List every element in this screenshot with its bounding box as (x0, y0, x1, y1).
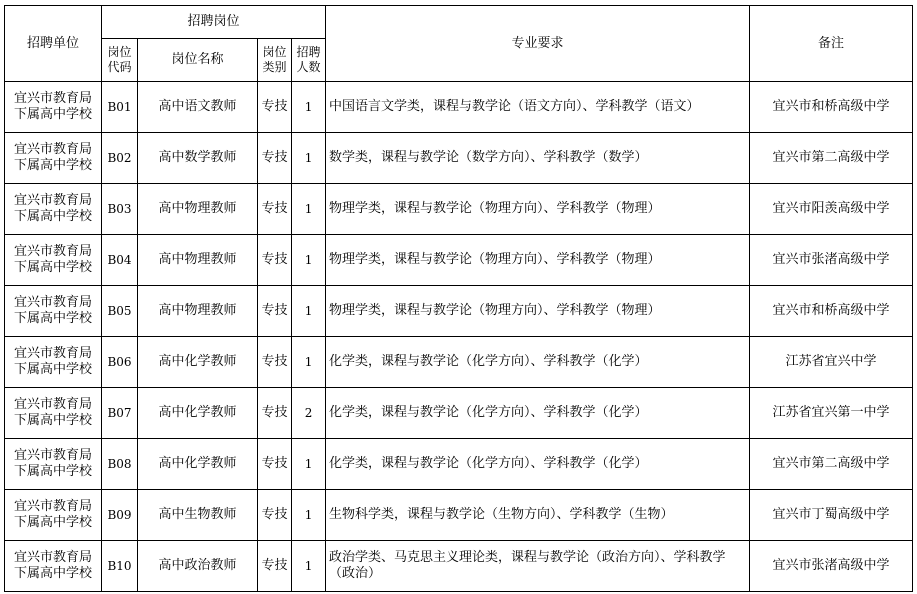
cell-code: B01 (102, 82, 138, 133)
cell-code: B07 (102, 388, 138, 439)
cell-name: 高中物理教师 (138, 286, 258, 337)
unit-line1: 宜兴市教育局 (13, 550, 92, 565)
header-position-group: 招聘岗位 (102, 6, 326, 39)
unit-line2: 下属高中学校 (13, 311, 92, 326)
cell-requirement: 政治学类、马克思主义理论类，课程与教学论（政治方向）、学科教学（政治） (326, 541, 750, 592)
table-row (5, 286, 913, 337)
cell-remark: 宜兴市张渚高级中学 (750, 541, 913, 592)
cell-type: 专技 (258, 388, 292, 439)
header-count (292, 39, 326, 82)
unit-line2: 下属高中学校 (13, 260, 92, 275)
cell-unit (5, 286, 102, 337)
cell-type: 专技 (258, 541, 292, 592)
header-requirement: 专业要求 (326, 6, 750, 82)
cell-name: 高中物理教师 (138, 235, 258, 286)
cell-remark: 宜兴市第二高级中学 (750, 439, 913, 490)
cell-name: 高中化学教师 (138, 388, 258, 439)
cell-name: 高中语文教师 (138, 82, 258, 133)
header-type-line2: 类别 (262, 60, 287, 74)
cell-remark: 宜兴市阳羡高级中学 (750, 184, 913, 235)
header-code-line2: 代码 (107, 60, 132, 74)
unit-line1: 宜兴市教育局 (13, 499, 92, 514)
cell-name: 高中政治教师 (138, 541, 258, 592)
cell-unit (5, 439, 102, 490)
cell-code: B09 (102, 490, 138, 541)
cell-name: 高中物理教师 (138, 184, 258, 235)
cell-unit (5, 133, 102, 184)
unit-line2: 下属高中学校 (13, 107, 92, 122)
unit-line2: 下属高中学校 (13, 362, 92, 377)
cell-code: B06 (102, 337, 138, 388)
cell-name: 高中生物教师 (138, 490, 258, 541)
cell-unit (5, 541, 102, 592)
header-type-line1: 岗位 (262, 45, 287, 59)
cell-remark: 江苏省宜兴中学 (750, 337, 913, 388)
table-body (5, 82, 913, 592)
cell-name: 高中化学教师 (138, 337, 258, 388)
cell-count: 1 (292, 490, 326, 541)
cell-type: 专技 (258, 439, 292, 490)
cell-requirement: 中国语言文学类，课程与教学论（语文方向）、学科教学（语文） (326, 82, 750, 133)
unit-line1: 宜兴市教育局 (13, 346, 92, 361)
cell-unit (5, 388, 102, 439)
cell-unit (5, 337, 102, 388)
cell-type: 专技 (258, 337, 292, 388)
table-row (5, 388, 913, 439)
table-row (5, 439, 913, 490)
unit-line1: 宜兴市教育局 (13, 295, 92, 310)
cell-type: 专技 (258, 235, 292, 286)
table-row (5, 541, 913, 592)
table-row (5, 133, 913, 184)
unit-line2: 下属高中学校 (13, 158, 92, 173)
cell-requirement: 化学类，课程与教学论（化学方向）、学科教学（化学） (326, 439, 750, 490)
cell-count: 1 (292, 439, 326, 490)
cell-unit (5, 235, 102, 286)
cell-remark: 宜兴市和桥高级中学 (750, 82, 913, 133)
cell-type: 专技 (258, 184, 292, 235)
cell-requirement: 物理学类，课程与教学论（物理方向）、学科教学（物理） (326, 286, 750, 337)
cell-count: 1 (292, 82, 326, 133)
table-row (5, 490, 913, 541)
table-row (5, 82, 913, 133)
cell-requirement: 化学类，课程与教学论（化学方向）、学科教学（化学） (326, 337, 750, 388)
cell-count: 1 (292, 337, 326, 388)
cell-requirement: 物理学类，课程与教学论（物理方向）、学科教学（物理） (326, 235, 750, 286)
cell-code: B03 (102, 184, 138, 235)
header-unit: 招聘单位 (5, 6, 102, 82)
unit-line1: 宜兴市教育局 (13, 397, 92, 412)
table-row (5, 337, 913, 388)
cell-remark: 宜兴市和桥高级中学 (750, 286, 913, 337)
unit-line2: 下属高中学校 (13, 413, 92, 428)
cell-requirement: 物理学类，课程与教学论（物理方向）、学科教学（物理） (326, 184, 750, 235)
cell-requirement: 生物科学类，课程与教学论（生物方向）、学科教学（生物） (326, 490, 750, 541)
cell-count: 1 (292, 133, 326, 184)
header-count-line2: 人数 (296, 60, 321, 74)
cell-code: B10 (102, 541, 138, 592)
cell-requirement: 数学类，课程与教学论（数学方向）、学科教学（数学） (326, 133, 750, 184)
cell-requirement: 化学类，课程与教学论（化学方向）、学科教学（化学） (326, 388, 750, 439)
cell-count: 1 (292, 184, 326, 235)
cell-unit (5, 184, 102, 235)
unit-line2: 下属高中学校 (13, 566, 92, 581)
unit-line1: 宜兴市教育局 (13, 193, 92, 208)
unit-line2: 下属高中学校 (13, 515, 92, 530)
unit-line1: 宜兴市教育局 (13, 91, 92, 106)
unit-line2: 下属高中学校 (13, 464, 92, 479)
header-name: 岗位名称 (138, 39, 258, 82)
cell-unit (5, 82, 102, 133)
unit-line2: 下属高中学校 (13, 209, 92, 224)
cell-remark: 宜兴市第二高级中学 (750, 133, 913, 184)
table-row (5, 235, 913, 286)
header-remark: 备注 (750, 6, 913, 82)
cell-remark: 江苏省宜兴第一中学 (750, 388, 913, 439)
cell-type: 专技 (258, 286, 292, 337)
cell-type: 专技 (258, 133, 292, 184)
header-count-line1: 招聘 (296, 45, 321, 59)
cell-name: 高中数学教师 (138, 133, 258, 184)
cell-name: 高中化学教师 (138, 439, 258, 490)
header-code (102, 39, 138, 82)
cell-count: 1 (292, 541, 326, 592)
header-code-line1: 岗位 (107, 45, 132, 59)
cell-count: 1 (292, 235, 326, 286)
table-row (5, 184, 913, 235)
header-type (258, 39, 292, 82)
cell-code: B05 (102, 286, 138, 337)
header-row-1 (5, 6, 913, 39)
cell-code: B08 (102, 439, 138, 490)
cell-type: 专技 (258, 490, 292, 541)
cell-type: 专技 (258, 82, 292, 133)
unit-line1: 宜兴市教育局 (13, 244, 92, 259)
cell-remark: 宜兴市张渚高级中学 (750, 235, 913, 286)
cell-count: 2 (292, 388, 326, 439)
cell-count: 1 (292, 286, 326, 337)
recruitment-table (4, 5, 913, 592)
cell-unit (5, 490, 102, 541)
cell-code: B04 (102, 235, 138, 286)
cell-code: B02 (102, 133, 138, 184)
unit-line1: 宜兴市教育局 (13, 448, 92, 463)
unit-line1: 宜兴市教育局 (13, 142, 92, 157)
cell-remark: 宜兴市丁蜀高级中学 (750, 490, 913, 541)
